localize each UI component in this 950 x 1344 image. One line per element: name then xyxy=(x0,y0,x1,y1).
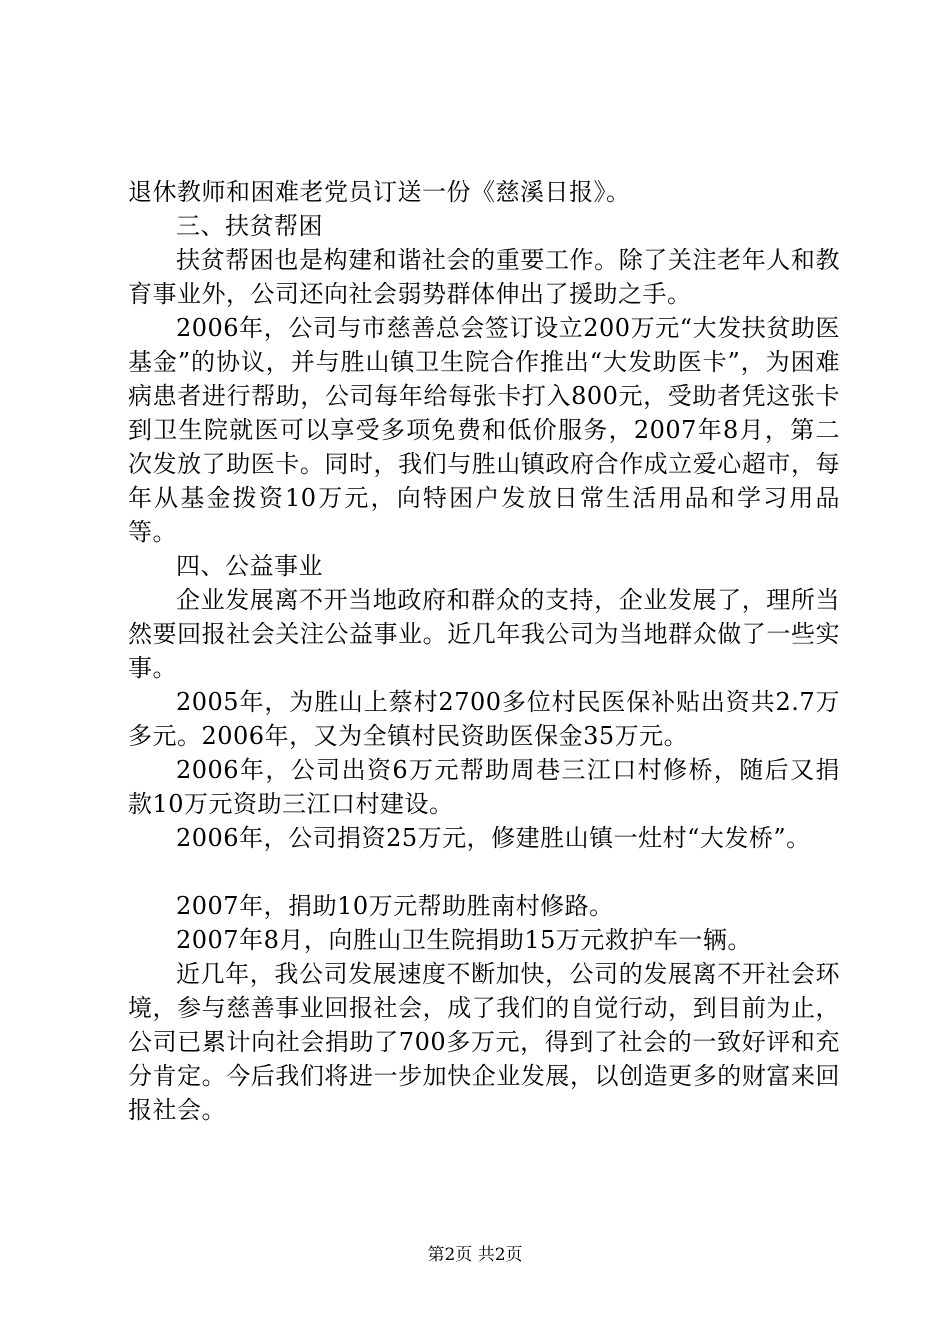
paragraph: 近几年，我公司发展速度不断加快，公司的发展离不开社会环境，参与慈善事业回报社会，成了我们的自觉行动，到目前为止，公司已累计向社会捐助了700多万元，得到了社会的一致好评和充分肯定。今后我们将进一步加快企业发展，以创造更多的财富来回报社会。 xyxy=(128,960,840,1124)
page-number-footer: 第2页 共2页 xyxy=(427,1245,523,1265)
section-heading-public-welfare: 四、公益事业 xyxy=(176,552,323,580)
paragraph: 2006年，公司出资6万元帮助周巷三江口村修桥，随后又捐款10万元资助三江口村建设。 xyxy=(128,756,840,818)
paragraph: 2007年，捐助10万元帮助胜南村修路。 xyxy=(176,892,614,920)
paragraph: 扶贫帮困也是构建和谐社会的重要工作。除了关注老年人和教育事业外，公司还向社会弱势群体伸出了援助之手。 xyxy=(128,246,840,308)
paragraph: 2005年，为胜山上蔡村2700多位村民医保补贴出资共2.7万多元。2006年，又为全镇村民资助医保金35万元。 xyxy=(128,688,840,750)
paragraph: 2007年8月，向胜山卫生院捐助15万元救护车一辆。 xyxy=(176,926,752,954)
paragraph: 2006年，公司与市慈善总会签订设立200万元“大发扶贫助医基金”的协议，并与胜山镇卫生院合作推出“大发助医卡”，为困难病患者进行帮助，公司每年给每张卡打入800元，受助者凭这张卡到卫生院就医可以享受多项免费和低价服务，2007年8月，第二次发放了助医卡。同时，我们与胜山镇政府合作成立爱心超市，每年从基金拨资10万元，向特困户发放日常生活用品和学习用品等。 xyxy=(128,314,840,546)
paragraph: 企业发展离不开当地政府和群众的支持，企业发展了，理所当然要回报社会关注公益事业。近几年我公司为当地群众做了一些实事。 xyxy=(128,586,840,682)
paragraph-continuation: 退休教师和困难老党员订送一份《慈溪日报》。 xyxy=(128,178,631,206)
paragraph: 2006年，公司捐资25万元，修建胜山镇一灶村“大发桥”。 xyxy=(176,824,811,852)
document-body xyxy=(128,175,840,1127)
section-heading-poverty-relief: 三、扶贫帮困 xyxy=(176,212,323,240)
